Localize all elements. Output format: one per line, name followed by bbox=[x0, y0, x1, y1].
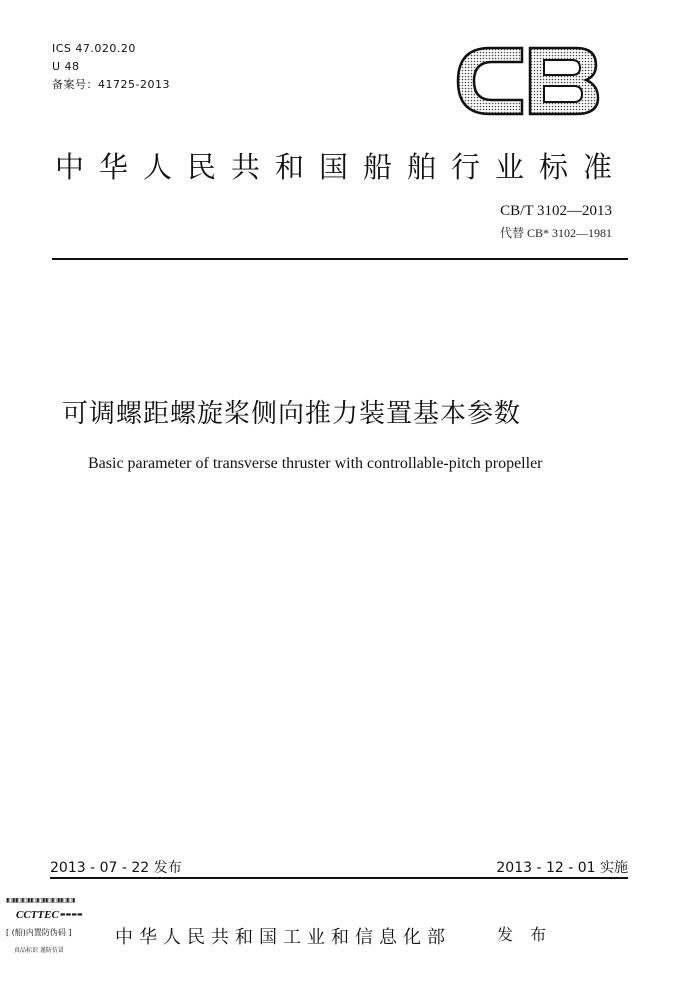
bracket-left-icon: [ bbox=[6, 928, 10, 937]
authenticity-note: 真品标识 谨防仿冒 bbox=[14, 947, 64, 954]
standard-number: CB/T 3102—2013 bbox=[500, 203, 612, 219]
header-divider bbox=[52, 258, 628, 260]
industry-standard-title: 中华人民共和国船舶行业标准 bbox=[55, 150, 628, 184]
publish-label: 发 布 bbox=[497, 925, 553, 944]
classification-code: U 48 bbox=[52, 60, 80, 73]
anti-counterfeit-label: (船)内置防伪码 bbox=[11, 928, 66, 937]
anti-counterfeit-label-wrap bbox=[6, 927, 72, 938]
record-number: 备案号：41725-2013 bbox=[52, 78, 170, 91]
barcode-strip: ▮▯▮▮▯▮▯▮▮▯▮▯▮▮▯▮▯▮▮▯▮▯▮ bbox=[6, 897, 76, 904]
bracket-right-icon: ] bbox=[68, 928, 72, 937]
cb-logo bbox=[452, 42, 602, 120]
brand-caption: ▬▬▬▬ bbox=[60, 911, 83, 918]
replaces-standard: 代替 CB* 3102—1981 bbox=[499, 226, 612, 240]
footer-divider bbox=[50, 877, 628, 879]
issuing-authority: 中华人民共和国工业和信息化部 bbox=[115, 927, 451, 948]
cttec-brand-logo: CCTTEC bbox=[16, 909, 59, 921]
issue-date: 2013 - 07 - 22 发布 bbox=[50, 860, 182, 876]
anti-counterfeit-mark bbox=[6, 897, 96, 959]
document-title-english: Basic parameter of transverse thruster with controllable-pitch propeller bbox=[88, 455, 543, 472]
implementation-date: 2013 - 12 - 01 实施 bbox=[496, 860, 628, 876]
ics-code: ICS 47.020.20 bbox=[52, 42, 136, 55]
document-title-chinese: 可调螺距螺旋桨侧向推力装置基本参数 bbox=[62, 399, 522, 429]
